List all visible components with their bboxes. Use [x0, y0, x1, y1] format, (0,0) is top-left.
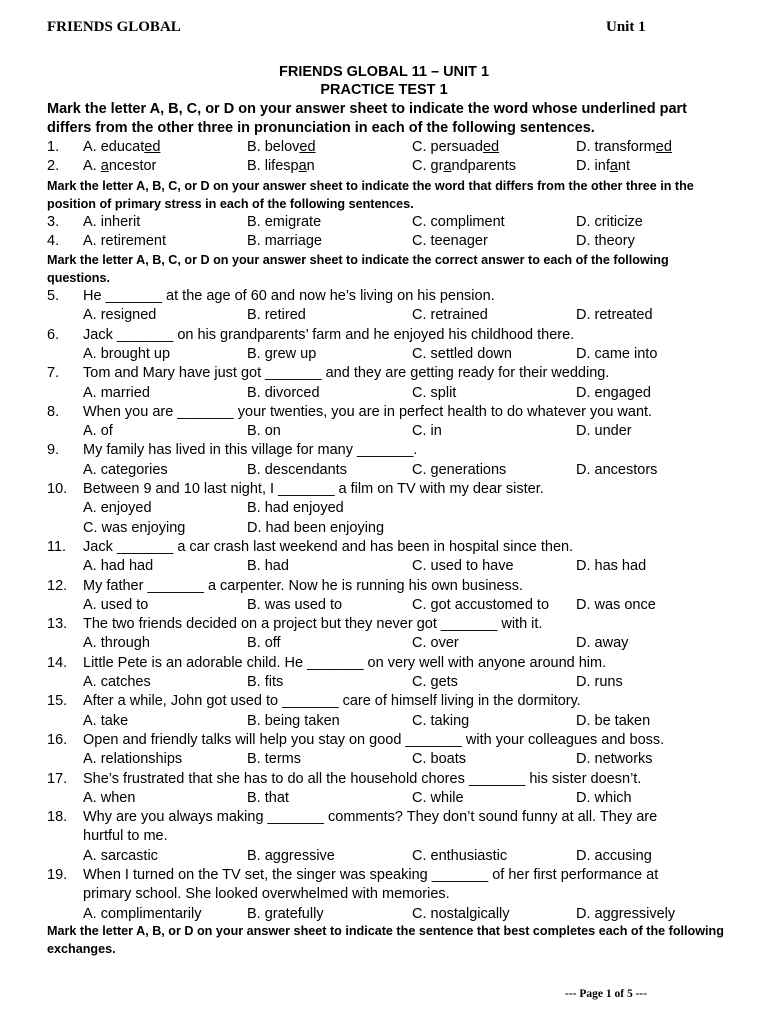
underlined-part: ed [144, 139, 161, 155]
underlined-part: ed [299, 139, 316, 155]
question-number: 8. [47, 403, 60, 420]
question-number: 1. [47, 139, 60, 155]
question-text: Between 9 and 10 last night, I _______ a film on TV with my dear sister. [83, 481, 544, 497]
option-a: A. brought up [83, 345, 171, 362]
option-b: B. being taken [247, 712, 340, 729]
option-c: C. teenager [412, 233, 488, 249]
question-text: Open and friendly talks will help you stay on good _______ with your colleagues and boss. [83, 731, 665, 748]
option-b: B. that [247, 789, 289, 806]
option-a: A. sarcastic [83, 847, 158, 864]
option-b: B. divorced [247, 384, 320, 401]
option-b: B. was used to [247, 596, 343, 613]
question-text: After a while, John got used to _______ care of himself living in the dormitory. [83, 693, 581, 710]
question-number: 15. [47, 693, 68, 710]
option-b: B. emigrate [247, 214, 322, 230]
option-d: D. was once [576, 596, 656, 613]
question-number: 7. [47, 365, 60, 382]
option-d: D. runs [576, 674, 623, 690]
underlined-part: a [100, 158, 109, 174]
question-text: The two friends decided on a project but they never got _______ with it. [83, 616, 543, 633]
option-a: A. educated [83, 139, 161, 155]
question-number: 5. [47, 288, 60, 304]
option-a: A. categories [83, 461, 168, 478]
instruction-questions: Mark the letter A, B, C, or D on your answer sheet to indicate the correct answer to each of the following questions. [47, 253, 669, 285]
question-number: 12. [47, 577, 68, 594]
option-b: B. off [247, 635, 281, 652]
option-d: D. aggressively [576, 905, 676, 922]
question-number: 10. [47, 481, 68, 497]
option-c: C. retrained [412, 307, 488, 324]
question-number: 18. [47, 809, 68, 826]
test-title: FRIENDS GLOBAL 11 – UNIT 1 [278, 64, 490, 80]
option-d: D. transformed [576, 139, 672, 155]
option-b: B. aggressive [247, 847, 335, 864]
question-number: 4. [47, 233, 60, 249]
question-text: primary school. She looked overwhelmed with memories. [83, 886, 450, 903]
question-text: He _______ at the age of 60 and now he’s living on his pension. [83, 288, 495, 304]
option-d: D. engaged [576, 384, 651, 401]
option-a: A. complimentarily [83, 905, 202, 922]
option-b: B. terms [247, 751, 301, 768]
question-number: 3. [47, 214, 60, 230]
option-b: B. lifespan [247, 158, 315, 174]
option-c: C. grandparents [412, 158, 516, 174]
option-d: D. retreated [576, 307, 653, 324]
option-d: D. under [576, 423, 632, 440]
option-a: A. through [83, 635, 150, 652]
question-text: Why are you always making _______ comments? They don’t sound funny at all. They are [83, 809, 658, 826]
question-text: When you are _______ your twenties, you are in perfect health to do whatever you want. [83, 403, 653, 420]
question-text: Jack _______ on his grandparents’ farm and he enjoyed his childhood there. [83, 326, 575, 343]
option-c: C. settled down [412, 345, 512, 362]
underlined-part: ed [482, 139, 500, 155]
question-number: 16. [47, 731, 68, 748]
option-a: A. enjoyed [83, 500, 152, 517]
question-text: hurtful to me. [83, 828, 168, 845]
question-number: 13. [47, 616, 68, 633]
question-number: 14. [47, 654, 68, 671]
option-d: D. which [576, 789, 632, 806]
option-a: A. retirement [83, 233, 166, 249]
instruction-stress: Mark the letter A, B, C, or D on your answer sheet to indicate the word that differs from the other three in the position of primary stress in each of the following sentences. [47, 179, 694, 211]
option-b: B. fits [247, 674, 284, 690]
option-c: C. while [412, 789, 464, 806]
option-d: D. had been enjoying [247, 519, 385, 536]
option-c: C. gets [412, 674, 458, 690]
option-c: C. persuaded [412, 139, 500, 155]
option-c: C. enthusiastic [412, 847, 508, 864]
option-b: B. descendants [247, 461, 347, 478]
question-number: 9. [47, 442, 60, 459]
option-b: B. had [247, 558, 289, 575]
option-a: A. relationships [83, 751, 183, 768]
option-d: D. infant [576, 158, 631, 174]
option-a: A. catches [83, 674, 151, 690]
option-c: C. in [412, 423, 442, 440]
header-unit: Unit 1 [606, 19, 646, 35]
option-d: D. accusing [576, 847, 652, 864]
option-a: A. take [83, 712, 129, 729]
option-c: C. split [412, 384, 457, 401]
option-a: A. of [83, 423, 113, 440]
question-text: When I turned on the TV set, the singer was speaking _______ of her first performance at [83, 867, 659, 883]
option-c: C. compliment [412, 214, 505, 230]
option-a: A. ancestor [83, 158, 157, 174]
option-c: C. over [412, 635, 459, 652]
option-c: C. was enjoying [83, 519, 186, 536]
question-number: 2. [47, 158, 60, 174]
option-d: D. theory [576, 233, 635, 249]
option-b: B. beloved [247, 139, 316, 155]
option-d: D. ancestors [576, 461, 658, 478]
option-d: D. away [576, 635, 629, 652]
question-text: Little Pete is an adorable child. He _______ on very well with anyone around him. [83, 654, 607, 671]
question-number: 17. [47, 770, 68, 787]
option-c: C. got accustomed to [412, 596, 550, 613]
option-a: A. resigned [83, 307, 157, 324]
question-text: Jack _______ a car crash last weekend and has been in hospital since then. [83, 538, 574, 555]
option-a: A. married [83, 384, 150, 401]
instruction-exchanges: Mark the letter A, B, or D on your answer sheet to indicate the sentence that best completes each of the following exchanges. [47, 924, 724, 956]
test-subtitle: PRACTICE TEST 1 [320, 82, 448, 98]
question-number: 6. [47, 326, 60, 343]
option-c: C. taking [412, 712, 470, 729]
option-c: C. used to have [412, 558, 514, 575]
option-a: A. inherit [83, 214, 141, 230]
underlined-part: ed [655, 139, 672, 155]
option-a: A. when [83, 789, 136, 806]
option-c: C. boats [412, 751, 466, 768]
option-d: D. criticize [576, 214, 643, 230]
underlined-part: a [609, 158, 618, 174]
underlined-part: a [298, 158, 307, 174]
question-number: 19. [47, 867, 68, 883]
page-footer: --- Page 1 of 5 --- [565, 988, 648, 1000]
question-number: 11. [47, 538, 67, 555]
question-text: Tom and Mary have just got _______ and they are getting ready for their wedding. [83, 365, 610, 382]
option-c: C. generations [412, 461, 507, 478]
question-text: She’s frustrated that she has to do all the household chores _______ his sister doesn’t. [83, 770, 642, 787]
instruction-pronunciation: Mark the letter A, B, C, or D on your answer sheet to indicate the word whose underlined part differs from the other three in pronunciation in each of the following sentences. [47, 101, 687, 136]
header-course-name: FRIENDS GLOBAL [47, 19, 181, 35]
question-text: My family has lived in this village for many _______. [83, 442, 418, 459]
option-d: D. networks [576, 751, 653, 768]
option-b: B. gratefully [247, 905, 324, 922]
option-d: D. be taken [576, 712, 651, 729]
option-a: A. used to [83, 596, 149, 613]
option-b: B. retired [247, 307, 306, 324]
option-c: C. nostalgically [412, 905, 510, 922]
option-a: A. had had [83, 558, 154, 575]
question-text: My father _______ a carpenter. Now he is running his own business. [83, 577, 524, 594]
option-b: B. grew up [247, 345, 317, 362]
option-d: D. has had [576, 558, 647, 575]
option-b: B. marriage [247, 233, 322, 249]
option-b: B. on [247, 423, 281, 440]
option-b: B. had enjoyed [247, 500, 344, 517]
option-d: D. came into [576, 345, 658, 362]
underlined-part: a [443, 158, 452, 174]
